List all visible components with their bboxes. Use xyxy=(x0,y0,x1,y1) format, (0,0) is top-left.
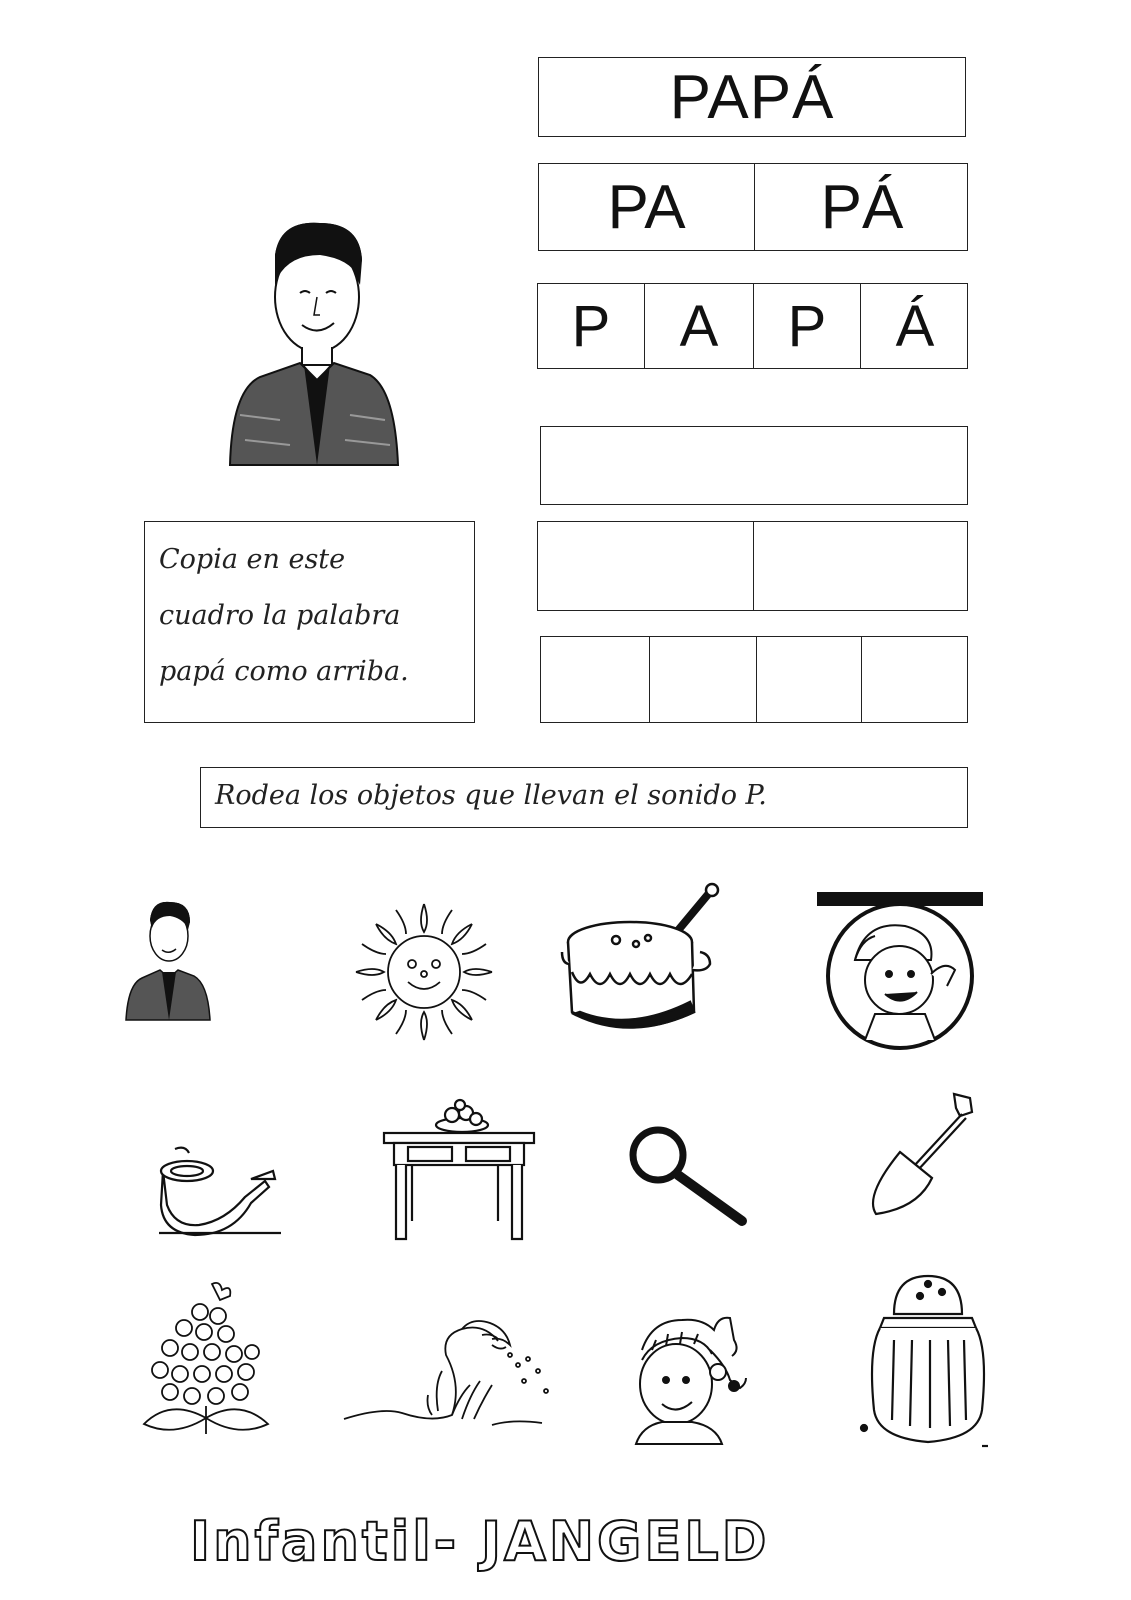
dad-portrait-icon xyxy=(220,215,405,475)
copy-letters-box xyxy=(540,636,968,723)
circle-instruction-box xyxy=(200,767,968,828)
instruction-line: papá como arriba. xyxy=(159,656,409,687)
copy-letter-cell[interactable] xyxy=(650,637,757,722)
shovel-icon[interactable] xyxy=(862,1090,982,1218)
instruction-line: Copia en este xyxy=(159,544,346,575)
dad-icon[interactable] xyxy=(122,898,212,1023)
footer-credit: Infantil- JANGELD xyxy=(190,1510,770,1573)
letters-box xyxy=(537,283,968,369)
copy-syllables-box xyxy=(537,521,968,611)
wave-icon[interactable] xyxy=(342,1315,554,1425)
circle-instruction: Rodea los objetos que llevan el sonido P. xyxy=(215,780,767,811)
pipe-icon[interactable] xyxy=(155,1145,285,1237)
sun-icon[interactable] xyxy=(350,898,498,1046)
copy-letter-cell[interactable] xyxy=(862,637,969,722)
copy-word-box[interactable] xyxy=(540,426,968,505)
letter-cell: P xyxy=(754,284,861,368)
copy-instruction-box xyxy=(144,521,475,723)
table-icon[interactable] xyxy=(380,1095,538,1243)
copy-letter-cell[interactable] xyxy=(757,637,862,722)
word-box xyxy=(538,57,966,137)
copy-instruction xyxy=(159,532,409,700)
copy-letter-cell[interactable] xyxy=(541,637,650,722)
syllable-cell: PA xyxy=(539,164,755,250)
letter-cell: Á xyxy=(895,293,935,359)
copy-syllable-cell[interactable] xyxy=(538,522,754,610)
syllable-cell: PÁ xyxy=(820,172,904,242)
magnifier-icon[interactable] xyxy=(628,1125,750,1229)
syllables-box xyxy=(538,163,968,251)
flower-icon[interactable] xyxy=(140,1278,272,1438)
copy-syllable-cell[interactable] xyxy=(754,522,969,610)
instruction-line: cuadro la palabra xyxy=(159,600,401,631)
hair-icon[interactable] xyxy=(622,1310,754,1448)
pot-icon[interactable] xyxy=(560,882,725,1034)
letter-cell: A xyxy=(645,284,754,368)
salt-shaker-icon[interactable] xyxy=(858,1270,990,1450)
model-word: PAPÁ xyxy=(669,62,835,132)
letter-cell: P xyxy=(538,284,645,368)
child-icon[interactable] xyxy=(815,890,985,1050)
